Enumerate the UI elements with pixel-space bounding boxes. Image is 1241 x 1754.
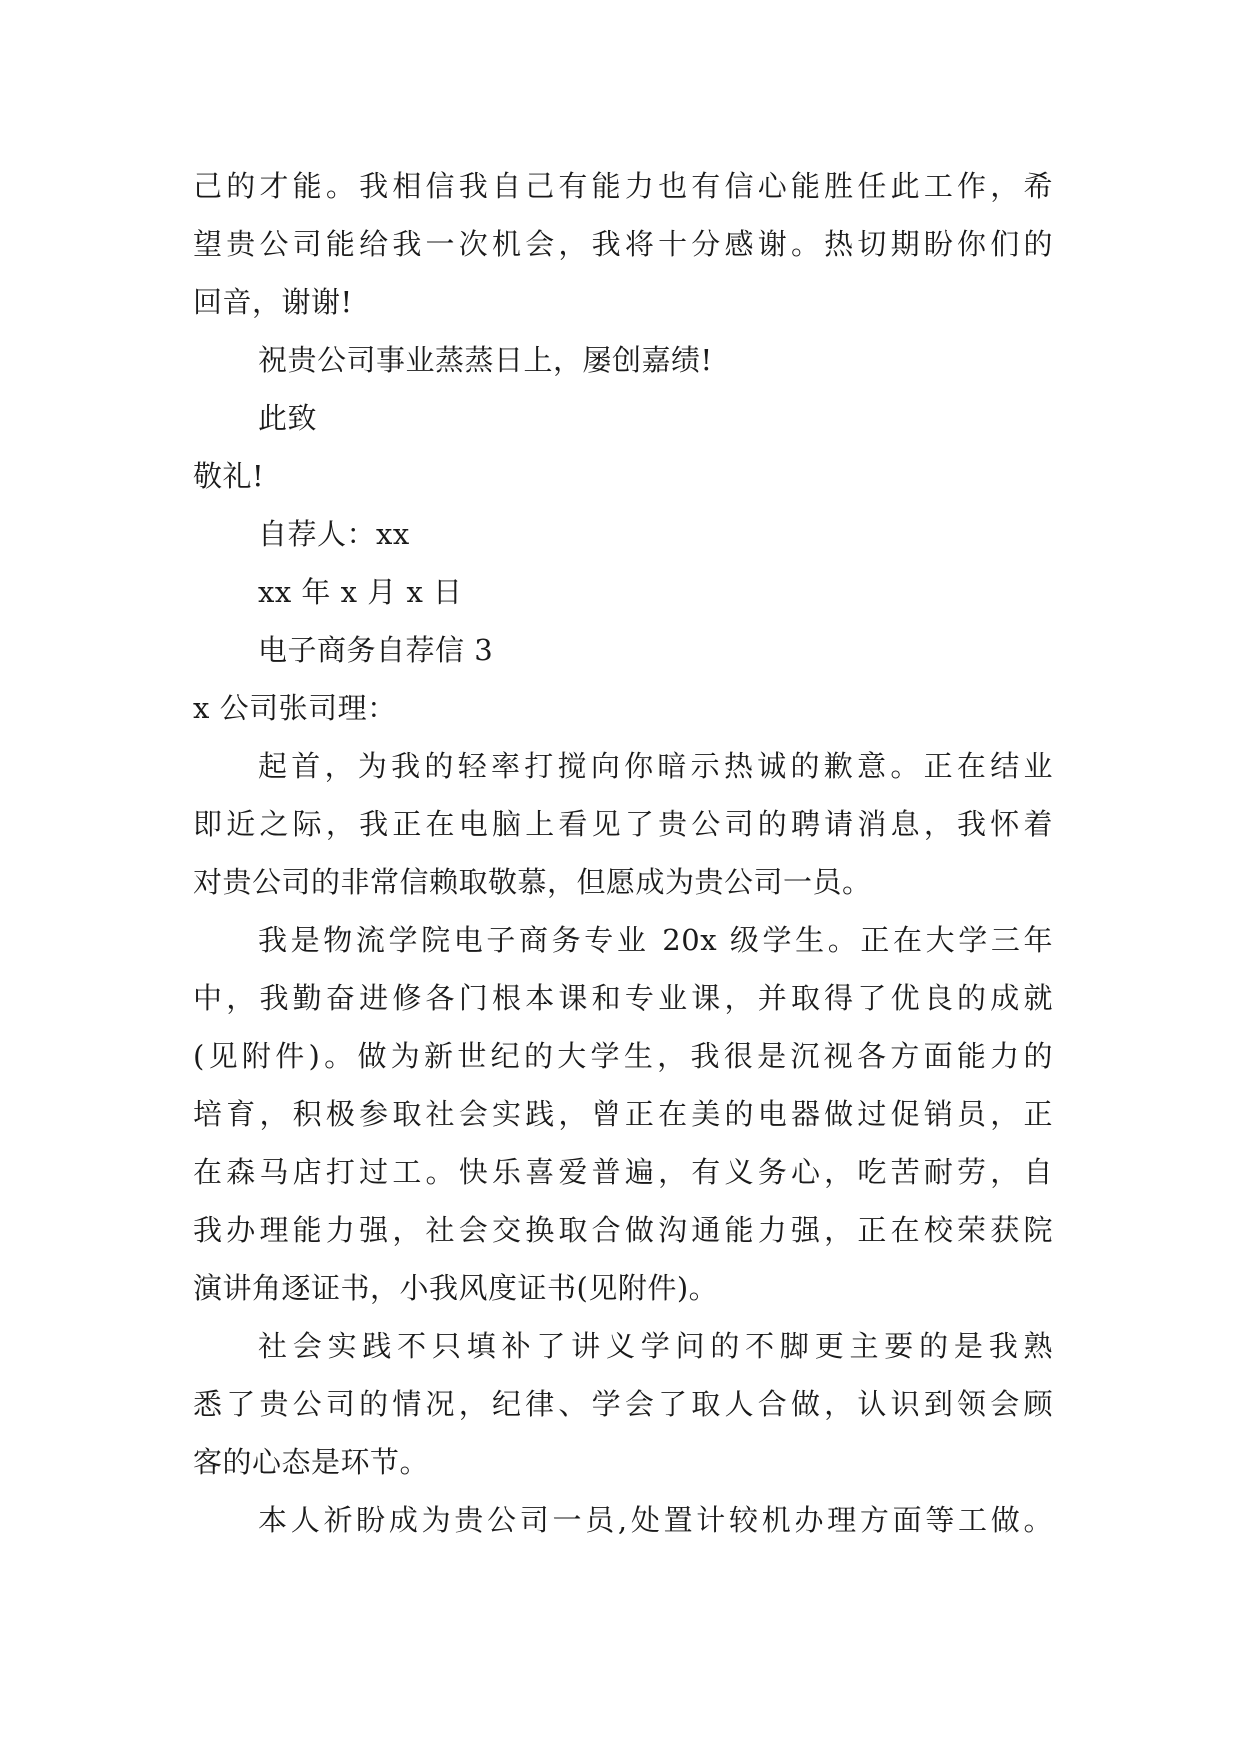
text-line: 社会实践不只填补了讲义学问的不脚更主要的是我熟	[258, 1329, 1053, 1363]
letter-recipient: x 公司张司理：	[193, 691, 397, 725]
text-line: 我是物流学院电子商务专业 20x 级学生。正在大学三年	[258, 923, 1053, 957]
signature-date: xx 年 x 月 x 日	[258, 575, 463, 609]
text-line: 己的才能。我相信我自己有能力也有信心能胜任此工作，希	[193, 169, 1053, 203]
text-line: 即近之际，我正在电脑上看见了贵公司的聘请消息，我怀着	[193, 807, 1053, 841]
text-line: 我办理能力强，社会交换取合做沟通能力强，正在校荣获院	[193, 1213, 1053, 1247]
text-line: 本人祈盼成为贵公司一员,处置计较机办理方面等工做。	[258, 1503, 1053, 1537]
salutation-respect: 敬礼!	[193, 459, 265, 493]
section-title: 电子商务自荐信 3	[258, 633, 494, 667]
text-line: 在森马店打过工。快乐喜爱普遍，有义务心，吃苦耐劳，自	[193, 1155, 1053, 1189]
text-line: 悉了贵公司的情况，纪律、学会了取人合做，认识到领会顾	[193, 1387, 1053, 1421]
text-line: (见附件)。做为新世纪的大学生，我很是沉视各方面能力的	[193, 1039, 1053, 1073]
text-line: 培育，积极参取社会实践，曾正在美的电器做过促销员，正	[193, 1097, 1053, 1131]
text-line: 客的心态是环节。	[193, 1445, 430, 1479]
text-line: 祝贵公司事业蒸蒸日上，屡创嘉绩!	[258, 343, 713, 377]
salutation-closing: 此致	[258, 401, 318, 435]
signature-name: 自荐人：xx	[258, 517, 410, 551]
text-line: 演讲角逐证书，小我风度证书(见附件)。	[193, 1271, 719, 1305]
text-line: 起首，为我的轻率打搅向你暗示热诚的歉意。正在结业	[258, 749, 1053, 783]
text-line: 对贵公司的非常信赖取敬慕，但愿成为贵公司一员。	[193, 865, 872, 899]
text-line: 望贵公司能给我一次机会，我将十分感谢。热切期盼你们的	[193, 227, 1053, 261]
text-line: 回音，谢谢!	[193, 285, 353, 319]
text-line: 中，我勤奋进修各门根本课和专业课，并取得了优良的成就	[193, 981, 1053, 1015]
